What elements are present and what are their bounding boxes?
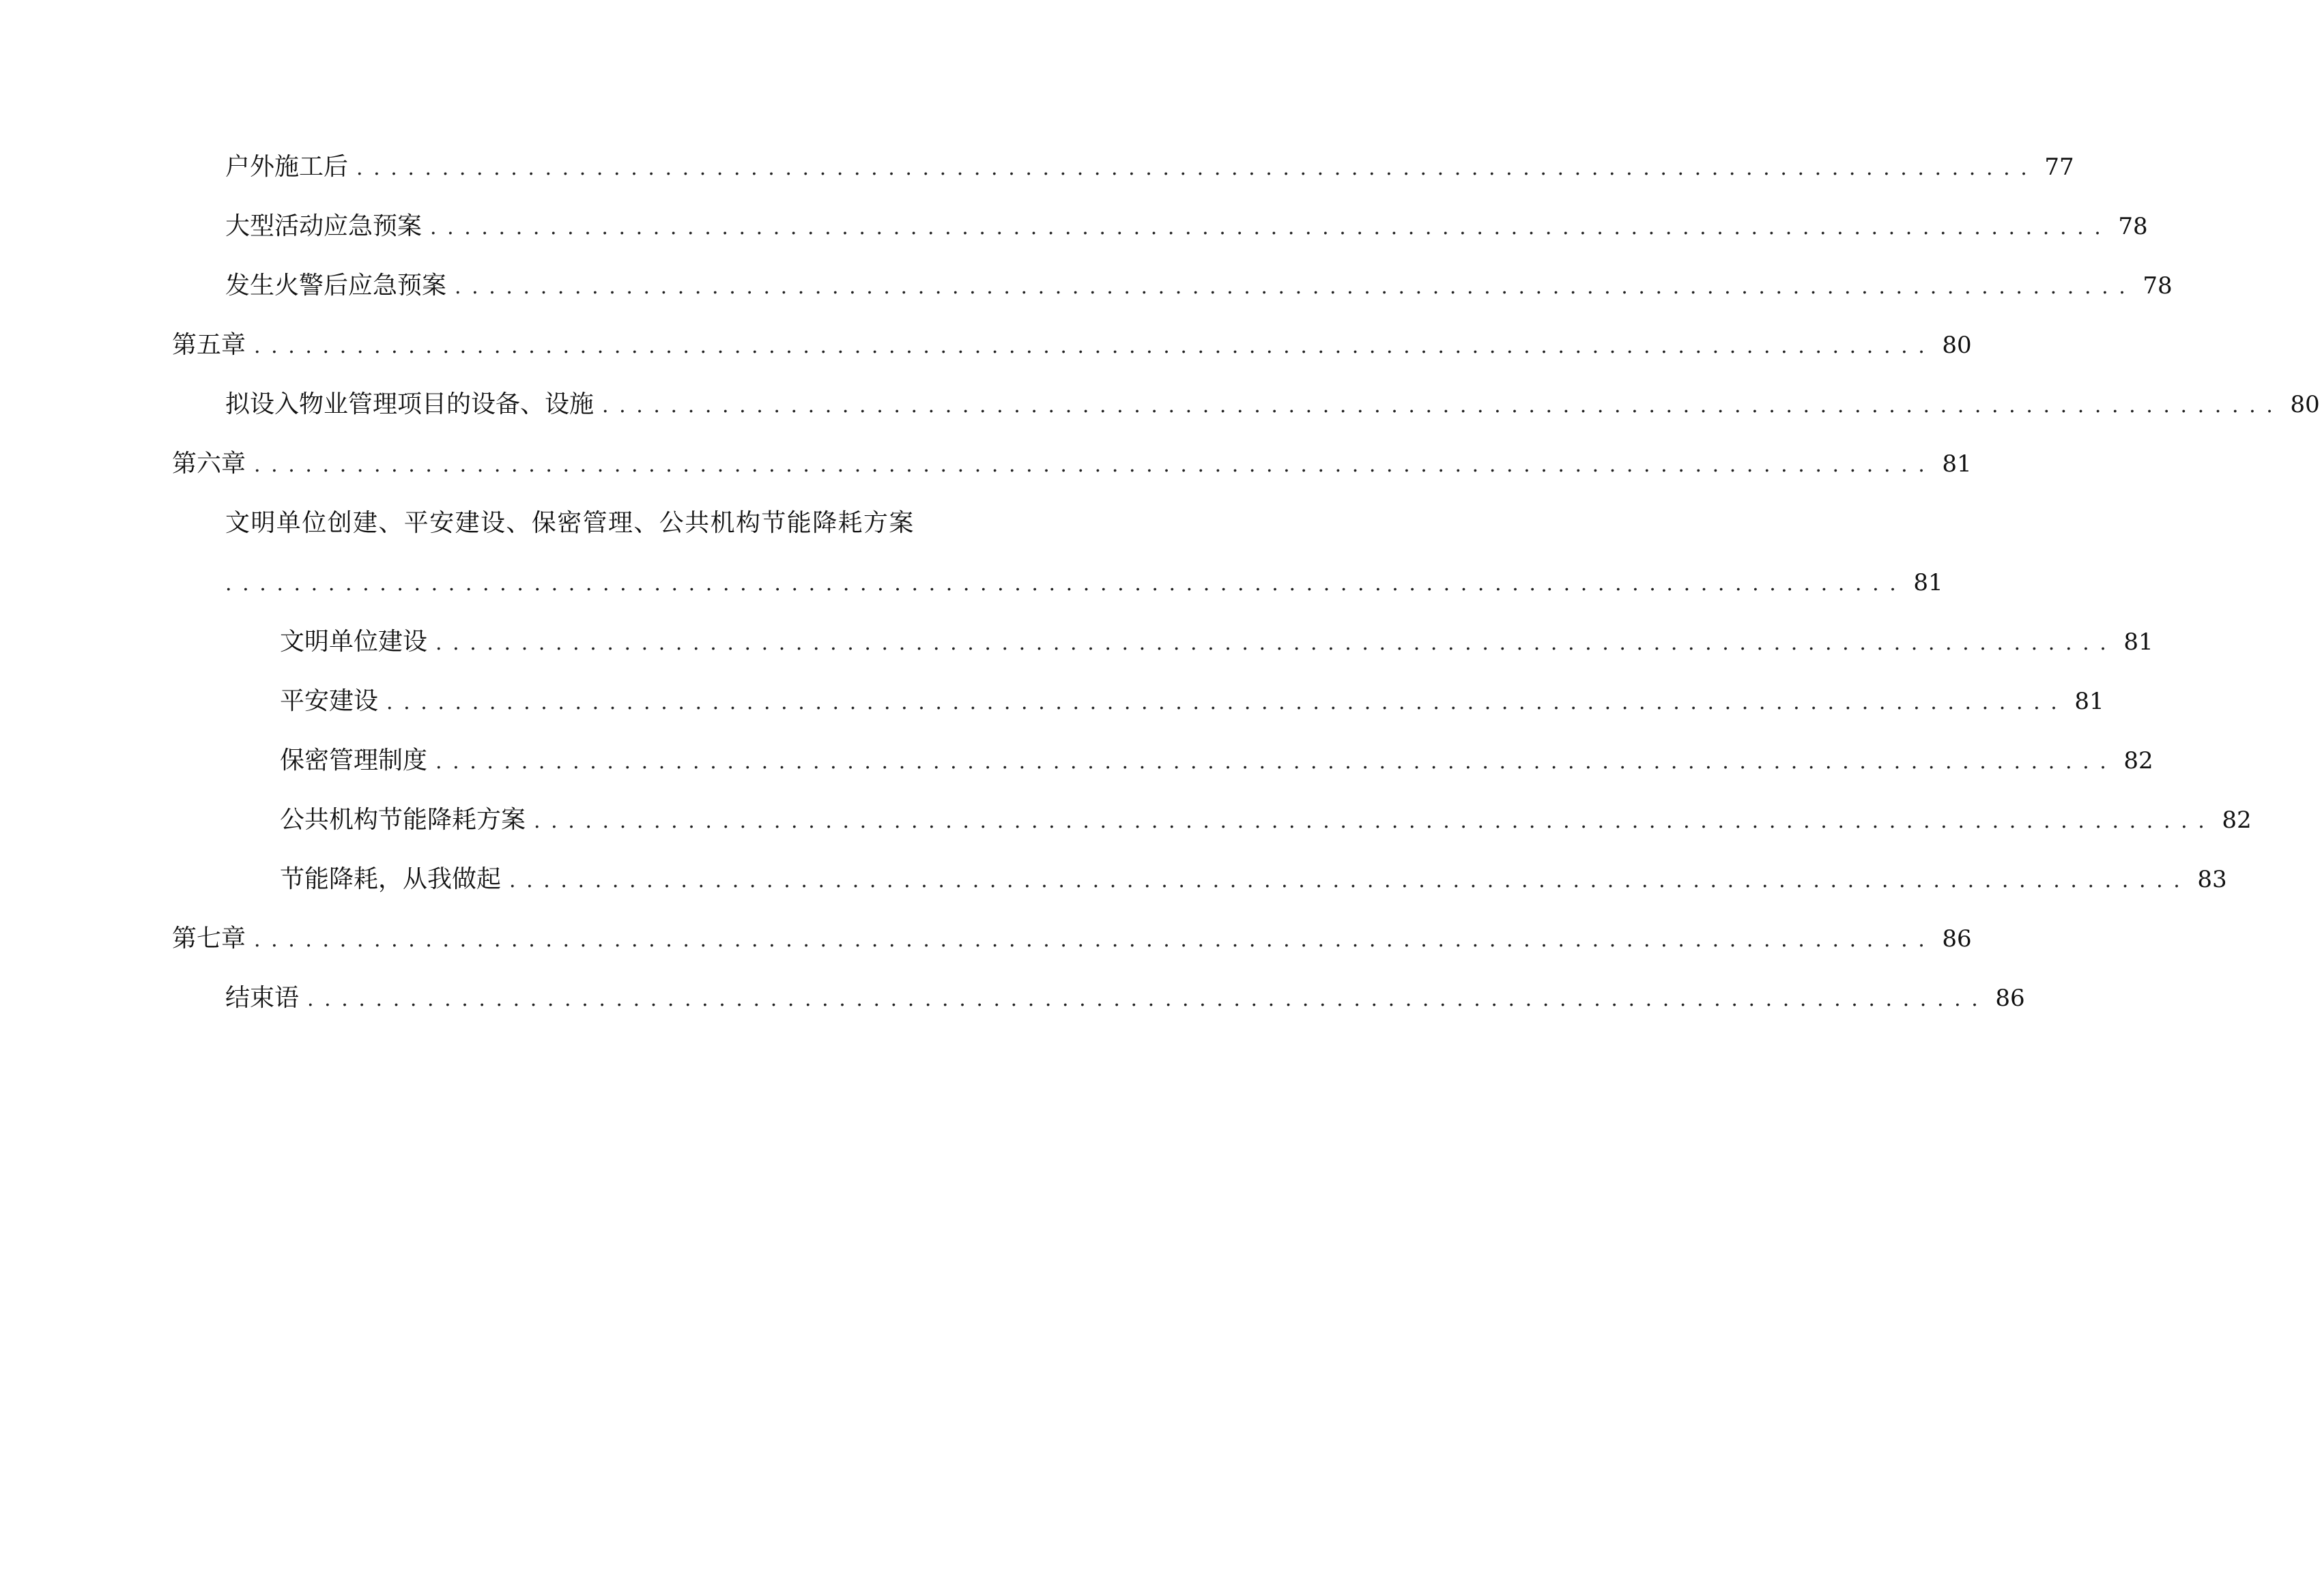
dot-leader: .................................................................................................. <box>435 631 2117 655</box>
toc-entry-page: 83 <box>2197 866 2227 893</box>
toc-entry-title: 保密管理制度 <box>280 746 428 774</box>
toc-chapter-entry[interactable] <box>172 444 1972 484</box>
toc-entry[interactable] <box>225 147 2074 188</box>
dot-leader: .................................................................................................. <box>386 691 2068 714</box>
dot-leader: .................................................................................................. <box>307 987 1989 1011</box>
toc-entry-title: 第六章 <box>172 450 246 478</box>
toc-entry-page: 81 <box>1913 569 1943 596</box>
dot-leader: .................................................................................................. <box>430 216 2112 240</box>
dot-leader: .................................................................................................. <box>509 869 2191 893</box>
toc-entry-page: 82 <box>2222 807 2252 834</box>
toc-entry-page: 86 <box>1942 925 1972 953</box>
toc-entry-title-wrapped[interactable]: 文明单位创建、平安建设、保密管理、公共机构节能降耗方案 <box>225 509 915 537</box>
dot-leader: .................................................................................................. <box>435 750 2117 774</box>
toc-subentry[interactable] <box>280 681 2104 722</box>
toc-entry-page: 78 <box>2143 272 2173 300</box>
toc-entry[interactable] <box>225 978 2025 1019</box>
toc-entry-page: 78 <box>2118 213 2148 240</box>
toc-entry-page: 86 <box>1995 985 2025 1012</box>
toc-entry-page: 80 <box>2290 391 2320 418</box>
toc-entry-title: 第五章 <box>172 331 246 359</box>
dot-leader: .................................................................................................. <box>534 809 2216 833</box>
toc-entry-page: 80 <box>1942 332 1972 359</box>
toc-subentry[interactable] <box>280 800 2252 841</box>
toc-entry-title: 节能降耗，从我做起 <box>280 865 502 893</box>
toc-entry-title: 平安建设 <box>280 687 379 715</box>
dot-leader: .................................................................................................. <box>455 275 2136 299</box>
toc-entry-title: 户外施工后 <box>225 153 349 181</box>
toc-entry-title: 发生火警后应急预案 <box>225 272 447 300</box>
toc-entry-title: 拟设入物业管理项目的设备、设施 <box>225 390 595 418</box>
dot-leader: .................................................................................................. <box>254 334 1936 358</box>
toc-subentry[interactable] <box>280 740 2153 781</box>
toc-entry[interactable] <box>225 265 2173 306</box>
dot-leader: .................................................................................................. <box>254 928 1936 952</box>
toc-entry-title: 结束语 <box>225 984 300 1012</box>
toc-entry-page: 81 <box>2123 628 2153 656</box>
toc-entry-continuation[interactable] <box>225 562 1943 603</box>
toc-subentry[interactable] <box>280 859 2227 900</box>
dot-leader: .................................................................................................. <box>356 156 2038 180</box>
toc-entry-page: 77 <box>2044 154 2074 181</box>
toc-entry-title: 文明单位建设 <box>280 628 428 656</box>
toc-entry-title: 大型活动应急预案 <box>225 212 423 240</box>
toc-entry-page: 82 <box>2123 747 2153 774</box>
toc-entry-title: 第七章 <box>172 925 246 953</box>
toc-chapter-entry[interactable] <box>172 325 1972 366</box>
toc-subentry[interactable] <box>280 622 2153 663</box>
dot-leader: .................................................................................................. <box>254 453 1936 477</box>
toc-entry-title: 公共机构节能降耗方案 <box>280 806 526 834</box>
dot-leader: .................................................................................................. <box>602 394 2284 418</box>
toc-entry[interactable] <box>225 206 2148 247</box>
toc-entry-page: 81 <box>2074 688 2104 715</box>
dot-leader: .................................................................................................. <box>225 572 1907 596</box>
toc-chapter-entry[interactable] <box>172 918 1972 959</box>
toc-entry-page: 81 <box>1942 450 1972 478</box>
toc-entry[interactable] <box>225 384 2320 425</box>
